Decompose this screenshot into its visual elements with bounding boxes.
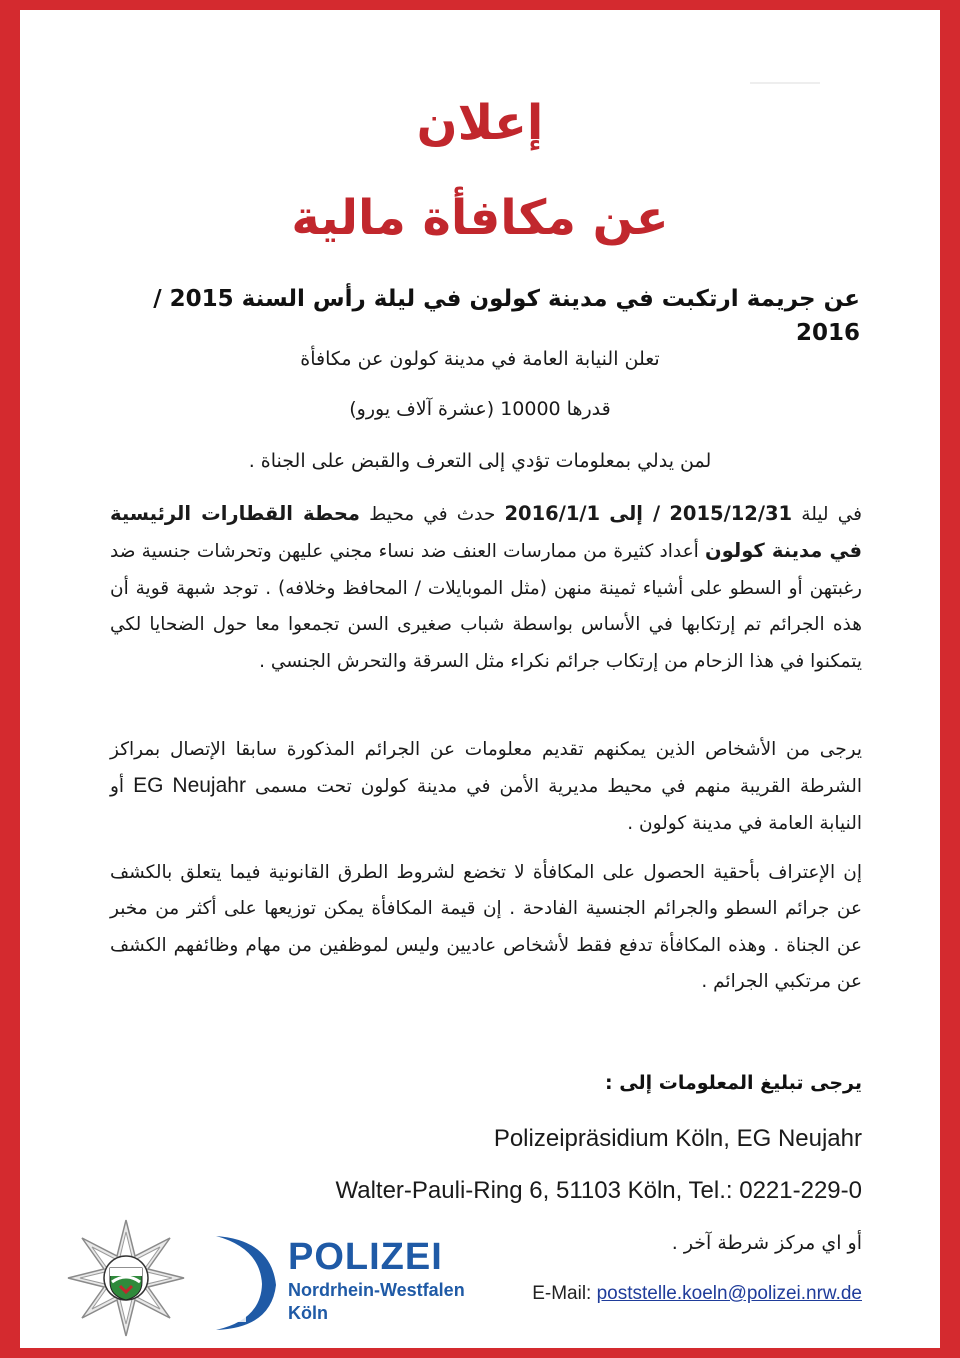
- incident-date-to: 2016/1/1: [504, 502, 601, 525]
- notice-sheet: [20, 10, 940, 1348]
- incident-mid: حدث في محيط: [369, 504, 496, 525]
- brand-city: Köln: [288, 1303, 328, 1323]
- address-line-1: Polizeipräsidium Köln, EG Neujahr: [493, 1125, 862, 1152]
- notice-subheading: عن جريمة ارتكبت في مدينة كولون في ليلة رأس السنة 2015 / 2016: [153, 286, 860, 346]
- notice-title-reward: عن مكافأة مالية: [291, 190, 669, 246]
- police-logo: [66, 1210, 486, 1340]
- incident-location: محطة القطارات الرئيسية في مدينة كولون: [110, 502, 863, 563]
- incident-lead: في ليلة: [801, 504, 862, 525]
- intro-line-3: لمن يدلي بمعلومات تؤدي إلى التعرف والقبض على الجناة .: [248, 450, 712, 472]
- cologne-cathedral-arc-icon: [214, 1226, 286, 1330]
- incident-date-from: 2015/12/31: [669, 502, 793, 525]
- incident-date-to-label: / إلى: [609, 502, 661, 525]
- intro-line-1: تعلن النيابة العامة في مدينة كولون عن مكافأة: [300, 348, 660, 370]
- notice-title: إعلان: [416, 95, 544, 151]
- other-station-line: أو اي مركز شرطة آخر .: [671, 1232, 862, 1254]
- brand-state: Nordrhein-Westfalen: [288, 1280, 465, 1300]
- contact-request-paragraph: [110, 732, 862, 842]
- address-line-2: Walter-Pauli-Ring 6, 51103 Köln, Tel.: 0221-229-0: [335, 1177, 862, 1204]
- email-link[interactable]: poststelle.koeln@polizei.nrw.de: [596, 1283, 862, 1304]
- intro-line-2: قدرها 10000 (عشرة آلاف يورو): [349, 398, 611, 420]
- incident-details: أعداد كثيرة من ممارسات العنف ضد نساء مجني عليهن وتحرشات جنسية ضد رغبتهن أو السطو على أشياء ثمينة منهن (مثل الموبايلات / المحافظ وخلافه) . توجد شبهة قوية أن هذه الجرائم تم إرتكابها في الأساس بواسطة شباب صغيرى السن تجمعوا معا حول الضحايا لكي يتمكنوا في هذا الزحام من إرتكاب جرائم نكراء مثل السرقة والتحرش الجنسي .: [110, 541, 862, 672]
- email-label: E-Mail:: [532, 1283, 592, 1304]
- contact-request-text: يرجى من الأشخاص الذين يمكنهم تقديم معلومات عن الجرائم المذكورة سابقا الإتصال بمراكز الشرطة القريبة منهم في محيط مديرية الأمن في مدينة كولون تحت مسمى: [110, 739, 862, 798]
- reward-conditions-paragraph: إن الإعتراف بأحقية الحصول على المكافأة لا تخضع لشروط الطرق القانونية فيما يتعلق بالكشف عن جرائم السطو والجرائم الجنسية الفادحة . إن قيمة المكافأة يمكن توزيعها على أكثر من مخبر عن الجناة . وهذه المكافأة تدفع فقط لأشخاص عاديين وليس لموظفين من مهام وظائفهم الكشف عن مرتكبي الجرائم .: [110, 862, 862, 993]
- investigation-unit-name: EG Neujahr: [133, 774, 246, 798]
- contact-request-end: أو النيابة العامة في مدينة كولون .: [110, 776, 862, 834]
- email-row: [532, 1283, 862, 1305]
- brand-name: POLIZEI: [288, 1236, 443, 1278]
- incident-paragraph: [110, 496, 862, 680]
- scan-mark: [750, 82, 820, 84]
- police-star-emblem-icon: [66, 1210, 286, 1340]
- contact-heading: يرجى تبليغ المعلومات إلى :: [605, 1072, 862, 1094]
